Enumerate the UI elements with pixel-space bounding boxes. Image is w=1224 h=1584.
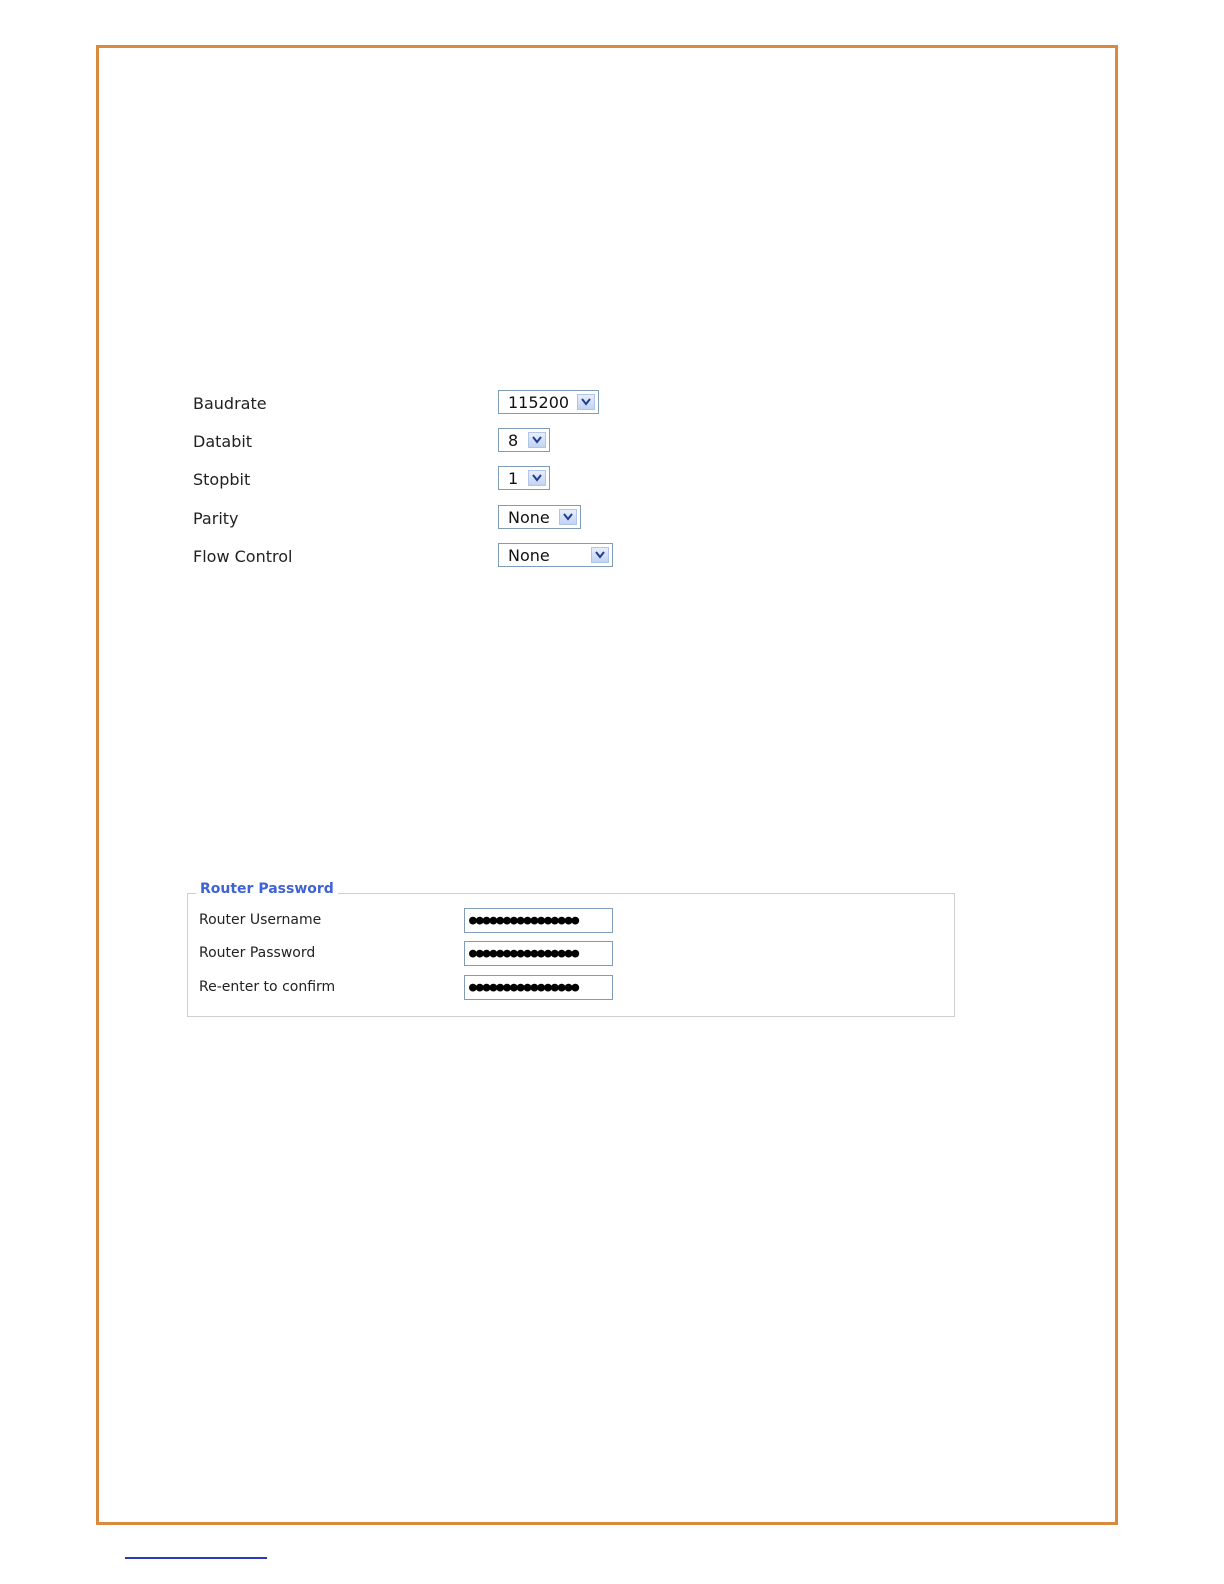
confirm-password-label: Re-enter to confirm xyxy=(199,979,336,995)
confirm-password-input[interactable]: ●●●●●●●●●●●●●●●● xyxy=(464,975,613,1000)
confirm-password-row xyxy=(188,975,948,1001)
page-frame xyxy=(96,45,1118,1525)
router-password-fieldset xyxy=(187,881,955,1017)
router-username-input[interactable]: ●●●●●●●●●●●●●●●● xyxy=(464,908,613,933)
footer-rule xyxy=(125,1557,267,1559)
baudrate-label: Baudrate xyxy=(193,394,267,413)
databit-label: Databit xyxy=(193,432,253,451)
flow-control-value: None xyxy=(508,546,550,565)
router-password-input[interactable]: ●●●●●●●●●●●●●●●● xyxy=(464,941,613,966)
parity-label: Parity xyxy=(193,509,239,528)
parity-select[interactable] xyxy=(498,505,581,529)
databit-select[interactable] xyxy=(498,428,550,452)
chevron-down-icon[interactable] xyxy=(591,547,609,563)
parity-value: None xyxy=(508,508,550,527)
router-username-row xyxy=(188,908,948,934)
databit-value: 8 xyxy=(508,431,519,450)
baudrate-row xyxy=(193,390,653,418)
parity-row xyxy=(193,505,653,533)
flow-control-label: Flow Control xyxy=(193,547,293,566)
chevron-down-icon[interactable] xyxy=(559,509,577,525)
chevron-down-icon[interactable] xyxy=(577,394,595,410)
baudrate-value: 115200 xyxy=(508,393,570,412)
chevron-down-icon[interactable] xyxy=(528,470,546,486)
stopbit-label: Stopbit xyxy=(193,470,251,489)
stopbit-select[interactable] xyxy=(498,466,550,490)
router-password-legend: Router Password xyxy=(196,881,338,897)
stopbit-value: 1 xyxy=(508,469,519,488)
flow-control-row xyxy=(193,543,653,571)
router-password-row xyxy=(188,941,948,967)
flow-control-select[interactable] xyxy=(498,543,613,567)
baudrate-select[interactable] xyxy=(498,390,599,414)
chevron-down-icon[interactable] xyxy=(528,432,546,448)
router-username-label: Router Username xyxy=(199,912,322,928)
stopbit-row xyxy=(193,466,653,494)
router-password-label: Router Password xyxy=(199,945,316,961)
databit-row xyxy=(193,428,653,456)
